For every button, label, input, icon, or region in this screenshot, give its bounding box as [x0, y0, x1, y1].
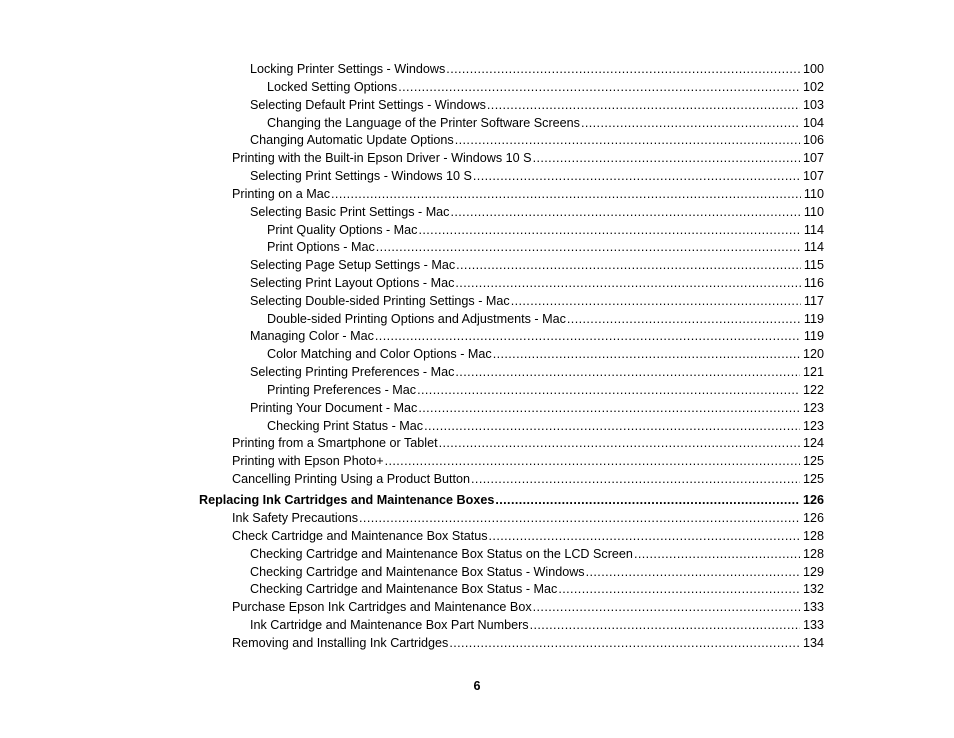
toc-entry-title: Purchase Epson Ink Cartridges and Maintenance Box: [232, 600, 532, 614]
toc-leader-dots: [495, 491, 800, 509]
toc-entry-page: 110: [803, 187, 824, 201]
toc-leader-dots: [487, 96, 800, 114]
toc-entry-title: Selecting Print Layout Options - Mac: [250, 276, 455, 290]
toc-entry[interactable]: [250, 167, 824, 185]
toc-entry-title: Changing the Language of the Printer Software Screens: [267, 116, 580, 130]
toc-entry[interactable]: [250, 363, 824, 381]
toc-entry-page: 114: [803, 223, 824, 237]
toc-entry-title: Selecting Print Settings - Windows 10 S: [250, 169, 472, 183]
toc-entry[interactable]: [232, 598, 824, 616]
toc-entry-title: Selecting Default Print Settings - Windows: [250, 98, 486, 112]
toc-leader-dots: [417, 381, 800, 399]
toc-entry-page: 122: [802, 383, 824, 397]
toc-entry-title: Selecting Printing Preferences - Mac: [250, 365, 455, 379]
toc-entry-page: 132: [802, 582, 824, 596]
page-number: 6: [473, 679, 481, 693]
toc-entry[interactable]: [250, 580, 824, 598]
toc-leader-dots: [376, 238, 801, 256]
toc-entry[interactable]: [232, 434, 824, 452]
toc-entry-title: Printing Your Document - Mac: [250, 401, 418, 415]
toc-entry-page: 117: [803, 294, 824, 308]
toc-leader-dots: [533, 598, 800, 616]
toc-entry-page: 116: [803, 276, 824, 290]
toc-leader-dots: [558, 580, 800, 598]
toc-entry-page: 119: [803, 329, 824, 343]
toc-entry-page: 110: [803, 205, 824, 219]
toc-entry[interactable]: [232, 149, 824, 167]
toc-entry-page: 119: [803, 312, 824, 326]
toc-entry-title: Printing with Epson Photo+: [232, 454, 384, 468]
toc-entry[interactable]: [267, 114, 824, 132]
toc-leader-dots: [359, 509, 800, 527]
toc-leader-dots: [450, 203, 800, 221]
toc-entry[interactable]: [267, 381, 824, 399]
toc-entry-title: Checking Print Status - Mac: [267, 419, 424, 433]
toc-entry[interactable]: [267, 417, 824, 435]
toc-entry-page: 129: [802, 565, 824, 579]
toc-entry[interactable]: [250, 399, 824, 417]
toc-entry-title: Changing Automatic Update Options: [250, 133, 454, 147]
toc-entry-title: Replacing Ink Cartridges and Maintenance Boxes: [199, 493, 495, 507]
toc-entry-page: 128: [802, 547, 824, 561]
toc-entry-page: 115: [803, 258, 824, 272]
toc-leader-dots: [331, 185, 801, 203]
toc-entry[interactable]: [232, 509, 824, 527]
toc-entry-title: Cancelling Printing Using a Product Button: [232, 472, 471, 486]
toc-entry[interactable]: [250, 203, 824, 221]
toc-entry-title: Checking Cartridge and Maintenance Box Status - Windows: [250, 565, 585, 579]
toc-entry-title: Selecting Double-sided Printing Settings - Mac: [250, 294, 510, 308]
toc-entry[interactable]: [250, 256, 824, 274]
toc-entry-title: Checking Cartridge and Maintenance Box Status - Mac: [250, 582, 558, 596]
toc-entry[interactable]: [232, 634, 824, 652]
toc-entry-page: 120: [802, 347, 824, 361]
toc-entry[interactable]: [250, 131, 824, 149]
toc-entry[interactable]: [250, 545, 824, 563]
toc-entry-title: Double-sided Printing Options and Adjustments - Mac: [267, 312, 566, 326]
toc-entry-title: Check Cartridge and Maintenance Box Status: [232, 529, 488, 543]
toc-leader-dots: [456, 256, 801, 274]
toc-entry[interactable]: [267, 238, 824, 256]
toc-entry[interactable]: [267, 310, 824, 328]
toc-leader-dots: [418, 221, 800, 239]
toc-entry[interactable]: [232, 470, 824, 488]
toc-entry-page: 133: [802, 600, 824, 614]
toc-leader-dots: [385, 452, 800, 470]
toc-entry[interactable]: [267, 345, 824, 363]
toc-leader-dots: [455, 274, 801, 292]
toc-entry-page: 128: [802, 529, 824, 543]
toc-entry[interactable]: [267, 78, 824, 96]
toc-leader-dots: [530, 616, 800, 634]
toc-leader-dots: [581, 114, 800, 132]
toc-entry-page: 121: [802, 365, 824, 379]
toc-entry-page: 126: [802, 493, 824, 507]
toc-entry-page: 123: [802, 419, 824, 433]
toc-entry-page: 123: [802, 401, 824, 415]
toc-entry-page: 107: [802, 169, 824, 183]
toc-entry-title: Checking Cartridge and Maintenance Box Status on the LCD Screen: [250, 547, 633, 561]
toc-entry[interactable]: [250, 327, 824, 345]
toc-leader-dots: [449, 634, 800, 652]
toc-entry[interactable]: [250, 96, 824, 114]
toc-entry-title: Selecting Page Setup Settings - Mac: [250, 258, 456, 272]
toc-entry-page: 104: [802, 116, 824, 130]
toc-entry[interactable]: [250, 292, 824, 310]
toc-entry-page: 125: [802, 454, 824, 468]
toc-entry-title: Printing Preferences - Mac: [267, 383, 417, 397]
toc-entry-page: 100: [802, 62, 824, 76]
toc-entry-page: 125: [802, 472, 824, 486]
toc-entry[interactable]: [199, 491, 824, 509]
toc-leader-dots: [567, 310, 801, 328]
toc-leader-dots: [473, 167, 800, 185]
toc-entry[interactable]: [250, 274, 824, 292]
toc-entry-page: 134: [802, 636, 824, 650]
toc-entry[interactable]: [250, 616, 824, 634]
toc-entry-title: Printing from a Smartphone or Tablet: [232, 436, 438, 450]
toc-leader-dots: [455, 131, 800, 149]
toc-entry-title: Selecting Basic Print Settings - Mac: [250, 205, 450, 219]
toc-entry[interactable]: [250, 60, 824, 78]
toc-entry-page: 106: [802, 133, 824, 147]
toc-leader-dots: [489, 527, 800, 545]
toc-leader-dots: [424, 417, 800, 435]
toc-entry-page: 107: [802, 151, 824, 165]
toc-leader-dots: [493, 345, 800, 363]
toc-entry[interactable]: [232, 185, 824, 203]
toc-entry-title: Removing and Installing Ink Cartridges: [232, 636, 449, 650]
toc-leader-dots: [471, 470, 800, 488]
toc-entry-page: 124: [802, 436, 824, 450]
toc-leader-dots: [586, 563, 800, 581]
toc-leader-dots: [455, 363, 800, 381]
toc-entry-title: Printing with the Built-in Epson Driver - Windows 10 S: [232, 151, 532, 165]
toc-entry-page: 102: [802, 80, 824, 94]
toc-leader-dots: [446, 60, 800, 78]
toc-entry-title: Locking Printer Settings - Windows: [250, 62, 446, 76]
toc-entry-page: 133: [802, 618, 824, 632]
toc-entry-page: 114: [803, 240, 824, 254]
toc-leader-dots: [634, 545, 800, 563]
toc-leader-dots: [511, 292, 801, 310]
toc-entry-title: Print Quality Options - Mac: [267, 223, 418, 237]
toc-entry[interactable]: [267, 221, 824, 239]
toc-entry-page: 103: [802, 98, 824, 112]
toc-entry-title: Print Options - Mac: [267, 240, 375, 254]
toc-entry-title: Ink Safety Precautions: [232, 511, 359, 525]
toc-entry-title: Locked Setting Options: [267, 80, 398, 94]
toc-entry[interactable]: [250, 563, 824, 581]
toc-entry-title: Printing on a Mac: [232, 187, 331, 201]
toc-leader-dots: [375, 327, 801, 345]
toc-leader-dots: [418, 399, 800, 417]
toc-entry[interactable]: [232, 527, 824, 545]
toc-entry-title: Color Matching and Color Options - Mac: [267, 347, 492, 361]
toc-leader-dots: [439, 434, 800, 452]
toc-entry[interactable]: [232, 452, 824, 470]
toc-leader-dots: [533, 149, 800, 167]
toc-entry-title: Ink Cartridge and Maintenance Box Part Numbers: [250, 618, 529, 632]
toc-entry-page: 126: [802, 511, 824, 525]
toc-leader-dots: [398, 78, 800, 96]
toc-entry-title: Managing Color - Mac: [250, 329, 374, 343]
